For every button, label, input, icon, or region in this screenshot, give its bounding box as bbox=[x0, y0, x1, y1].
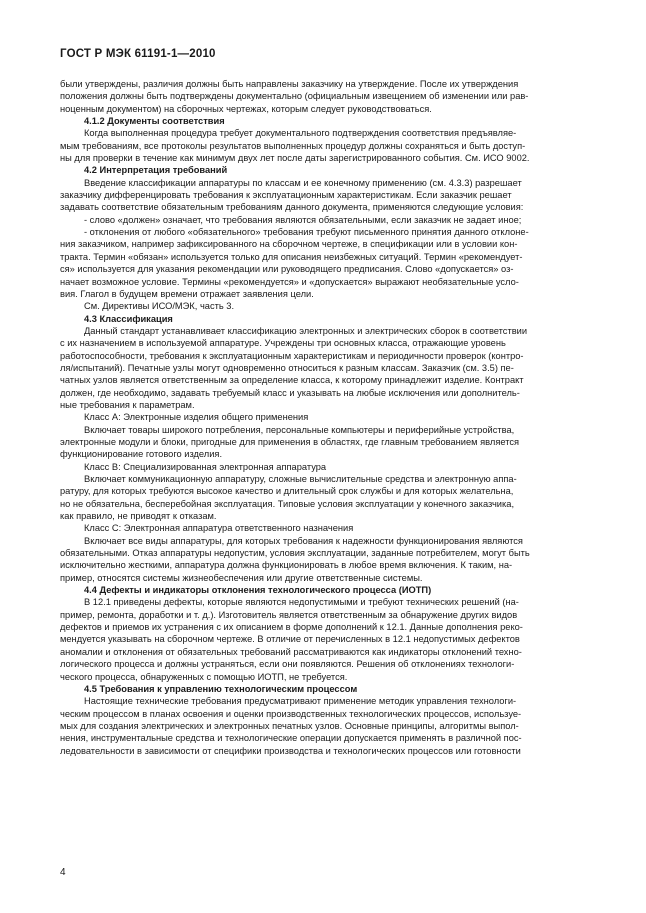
text-line: мым требованиям, все протоколы результатов выполненных процедур должны сохраняться и быть доступ- bbox=[60, 140, 526, 151]
text-line: электронные модули и блоки, пригодные для применения в областях, где главным требованием является bbox=[60, 436, 520, 447]
text-line: ля/испытаний). Печатные узлы могут одновременно относиться к разным классам. Заказчик (см. 3.5) пе- bbox=[60, 362, 514, 373]
text-line: См. Директивы ИСО/МЭК, часть 3. bbox=[84, 301, 235, 312]
text-line: исключительно жесткими, аппаратура должна функционировать в любое время включения. К таким, на- bbox=[60, 560, 513, 571]
text-line: чатных узлов является ответственным за определение класса, к которому принадлежит изделие. Контракт bbox=[60, 375, 524, 386]
text-line: ны для проверки в течение как минимум двух лет после даты зарегистрированного события. См. ИСО 9002. bbox=[60, 153, 530, 164]
text-line: обязательными. Отказ аппаратуры недопустим, условия эксплуатации, заданные потребителем, могут быть bbox=[60, 548, 530, 559]
text-line: заказчику дифференцировать требования к эксплуатационным характеристикам. Если заказчик решает bbox=[60, 190, 512, 201]
text-line: но не обязательна, бесперебойная эксплуатация. Типовые условия эксплуатации у конечного заказчика, bbox=[60, 498, 515, 509]
text-line: В 12.1 приведены дефекты, которые являются недопустимыми и требуют технических решений (на- bbox=[84, 597, 519, 608]
text-line: пример, ремонта, доработки и т. д.). Изготовитель является ответственным за обнаружение других видов bbox=[60, 609, 518, 620]
text-line: должен, где необходимо, задавать требуемый класс и указывать на любые исключения или дополнитель- bbox=[60, 387, 520, 398]
section-heading: 4.2 Интерпретация требований bbox=[84, 165, 228, 176]
text-line: положения должны быть подтверждены документально (официальным извещением об изменении или рав- bbox=[60, 91, 529, 102]
text-line: аномалии и отклонения от обязательных требований рассматриваются как индикаторы отклонений техно- bbox=[60, 646, 522, 657]
text-line: ные требования к параметрам. bbox=[60, 399, 195, 410]
text-line: - слово «должен» означает, что требования являются обязательными, если заказчик не задает иное; bbox=[84, 214, 522, 225]
text-line: ческим процессом в планах освоения и оценки производственных технологических процессов, используе- bbox=[60, 708, 522, 719]
text-line: вия. Глагол в будущем времени отражает заявления цели. bbox=[60, 288, 314, 299]
text-line: ледовательности в зависимости от специфики производства и технологических процессов или готовности bbox=[60, 745, 521, 756]
section-heading: 4.5 Требования к управлению технологическим процессом bbox=[84, 683, 358, 694]
text-line: ческого процесса, обнаруженных с помощью ИОТП, не требуется. bbox=[60, 671, 348, 682]
text-line: как правило, не приводят к отказам. bbox=[60, 511, 217, 522]
text-line: Включает коммуникационную аппаратуру, сложные вычислительные средства и электронную аппа- bbox=[84, 474, 517, 484]
text-line: работоспособности, требования к эксплуатационным характеристикам и периодичности проверок (контро- bbox=[60, 350, 524, 361]
text-line: дефектов и приемов их устранения с их описанием в форме дополнений к 12.1. Данные дополнения реко- bbox=[60, 622, 523, 633]
section-heading: 4.1.2 Документы соответствия bbox=[84, 116, 225, 127]
text-line: нения, инструментальные средства и технологические операции допускается применять в различной пос- bbox=[60, 733, 522, 744]
text-line: были утверждены, различия должны быть направлены заказчику на утверждение. После их утверждения bbox=[60, 79, 519, 89]
text-line: Включает все виды аппаратуры, для которых требования к надежности функционирования являются bbox=[84, 535, 523, 546]
text-line: функционирование готового изделия. bbox=[60, 449, 223, 460]
text-line: Включает товары широкого потребления, персональные компьютеры и периферийные устройства, bbox=[84, 424, 515, 435]
text-line: Класс С: Электронная аппаратура ответственного назначения bbox=[84, 523, 354, 534]
text-line: Класс В: Специализированная электронная аппаратура bbox=[84, 461, 327, 472]
text-line: мендуется указывать на сборочном чертеже. В отличие от перечисленных в 12.1 недопустимых дефектов bbox=[60, 634, 520, 645]
text-line: - отклонения от любого «обязательного» требования требуют письменного принятия данного отклоне- bbox=[84, 227, 529, 238]
text-line: задавать соответствие обязательным требованиям данного документа, применяются следующие условия: bbox=[60, 202, 524, 213]
text-line: тракта. Термин «обязан» используется только для описания неизбежных ситуаций. Термин «рекомендует- bbox=[60, 251, 523, 262]
text-line: Введение классификации аппаратуры по классам и ее конечному применению (см. 4.3.3) разрешает bbox=[84, 177, 522, 188]
text-line: мых для создания электрических и электронных печатных узлов. Основные принципы, алгоритмы выпол- bbox=[60, 720, 519, 731]
document-body bbox=[60, 78, 590, 757]
text-line: с их назначением в используемой аппаратуре. Учреждены три основных класса, отражающие уровень bbox=[60, 338, 506, 349]
text-line: логического процесса и должны устраняться, если они появляются. Решения об отклонениях технологи- bbox=[60, 659, 515, 670]
text-line: Класс А: Электронные изделия общего применения bbox=[84, 412, 309, 423]
text-line: ся» используется для указания рекомендации или руководящего предписания. Слово «допускается» оз- bbox=[60, 264, 514, 275]
text-line: пример, относятся системы жизнеобеспечения или другие ответственные системы. bbox=[60, 572, 423, 583]
section-heading: 4.4 Дефекты и индикаторы отклонения технологического процесса (ИОТП) bbox=[84, 585, 432, 596]
page-number: 4 bbox=[60, 867, 66, 878]
text-line: ния заказчиком, например зафиксированного на сборочном чертеже, в спецификации или в условии кон- bbox=[60, 239, 518, 250]
text-line: Когда выполненная процедура требует документального подтверждения соответствия предъявляе- bbox=[84, 128, 517, 139]
text-line: Данный стандарт устанавливает классификацию электронных и электрических сборок в соответствии bbox=[84, 325, 528, 336]
text-line: ноценным документом) на сборочных чертежах, которым следует руководствоваться. bbox=[60, 103, 432, 114]
section-heading: 4.3 Классификация bbox=[84, 313, 173, 324]
text-line: ратуру, для которых требуются высокое качество и длительный срок службы и для которых желательна, bbox=[60, 486, 514, 497]
text-line: начает возможное условие. Термины «рекомендуется» и «допускается» выражают необязательные усло- bbox=[60, 276, 519, 287]
standard-header: ГОСТ Р МЭК 61191-1—2010 bbox=[60, 48, 216, 60]
text-line: Настоящие технические требования предусматривают применение методик управления технологи- bbox=[84, 696, 517, 707]
